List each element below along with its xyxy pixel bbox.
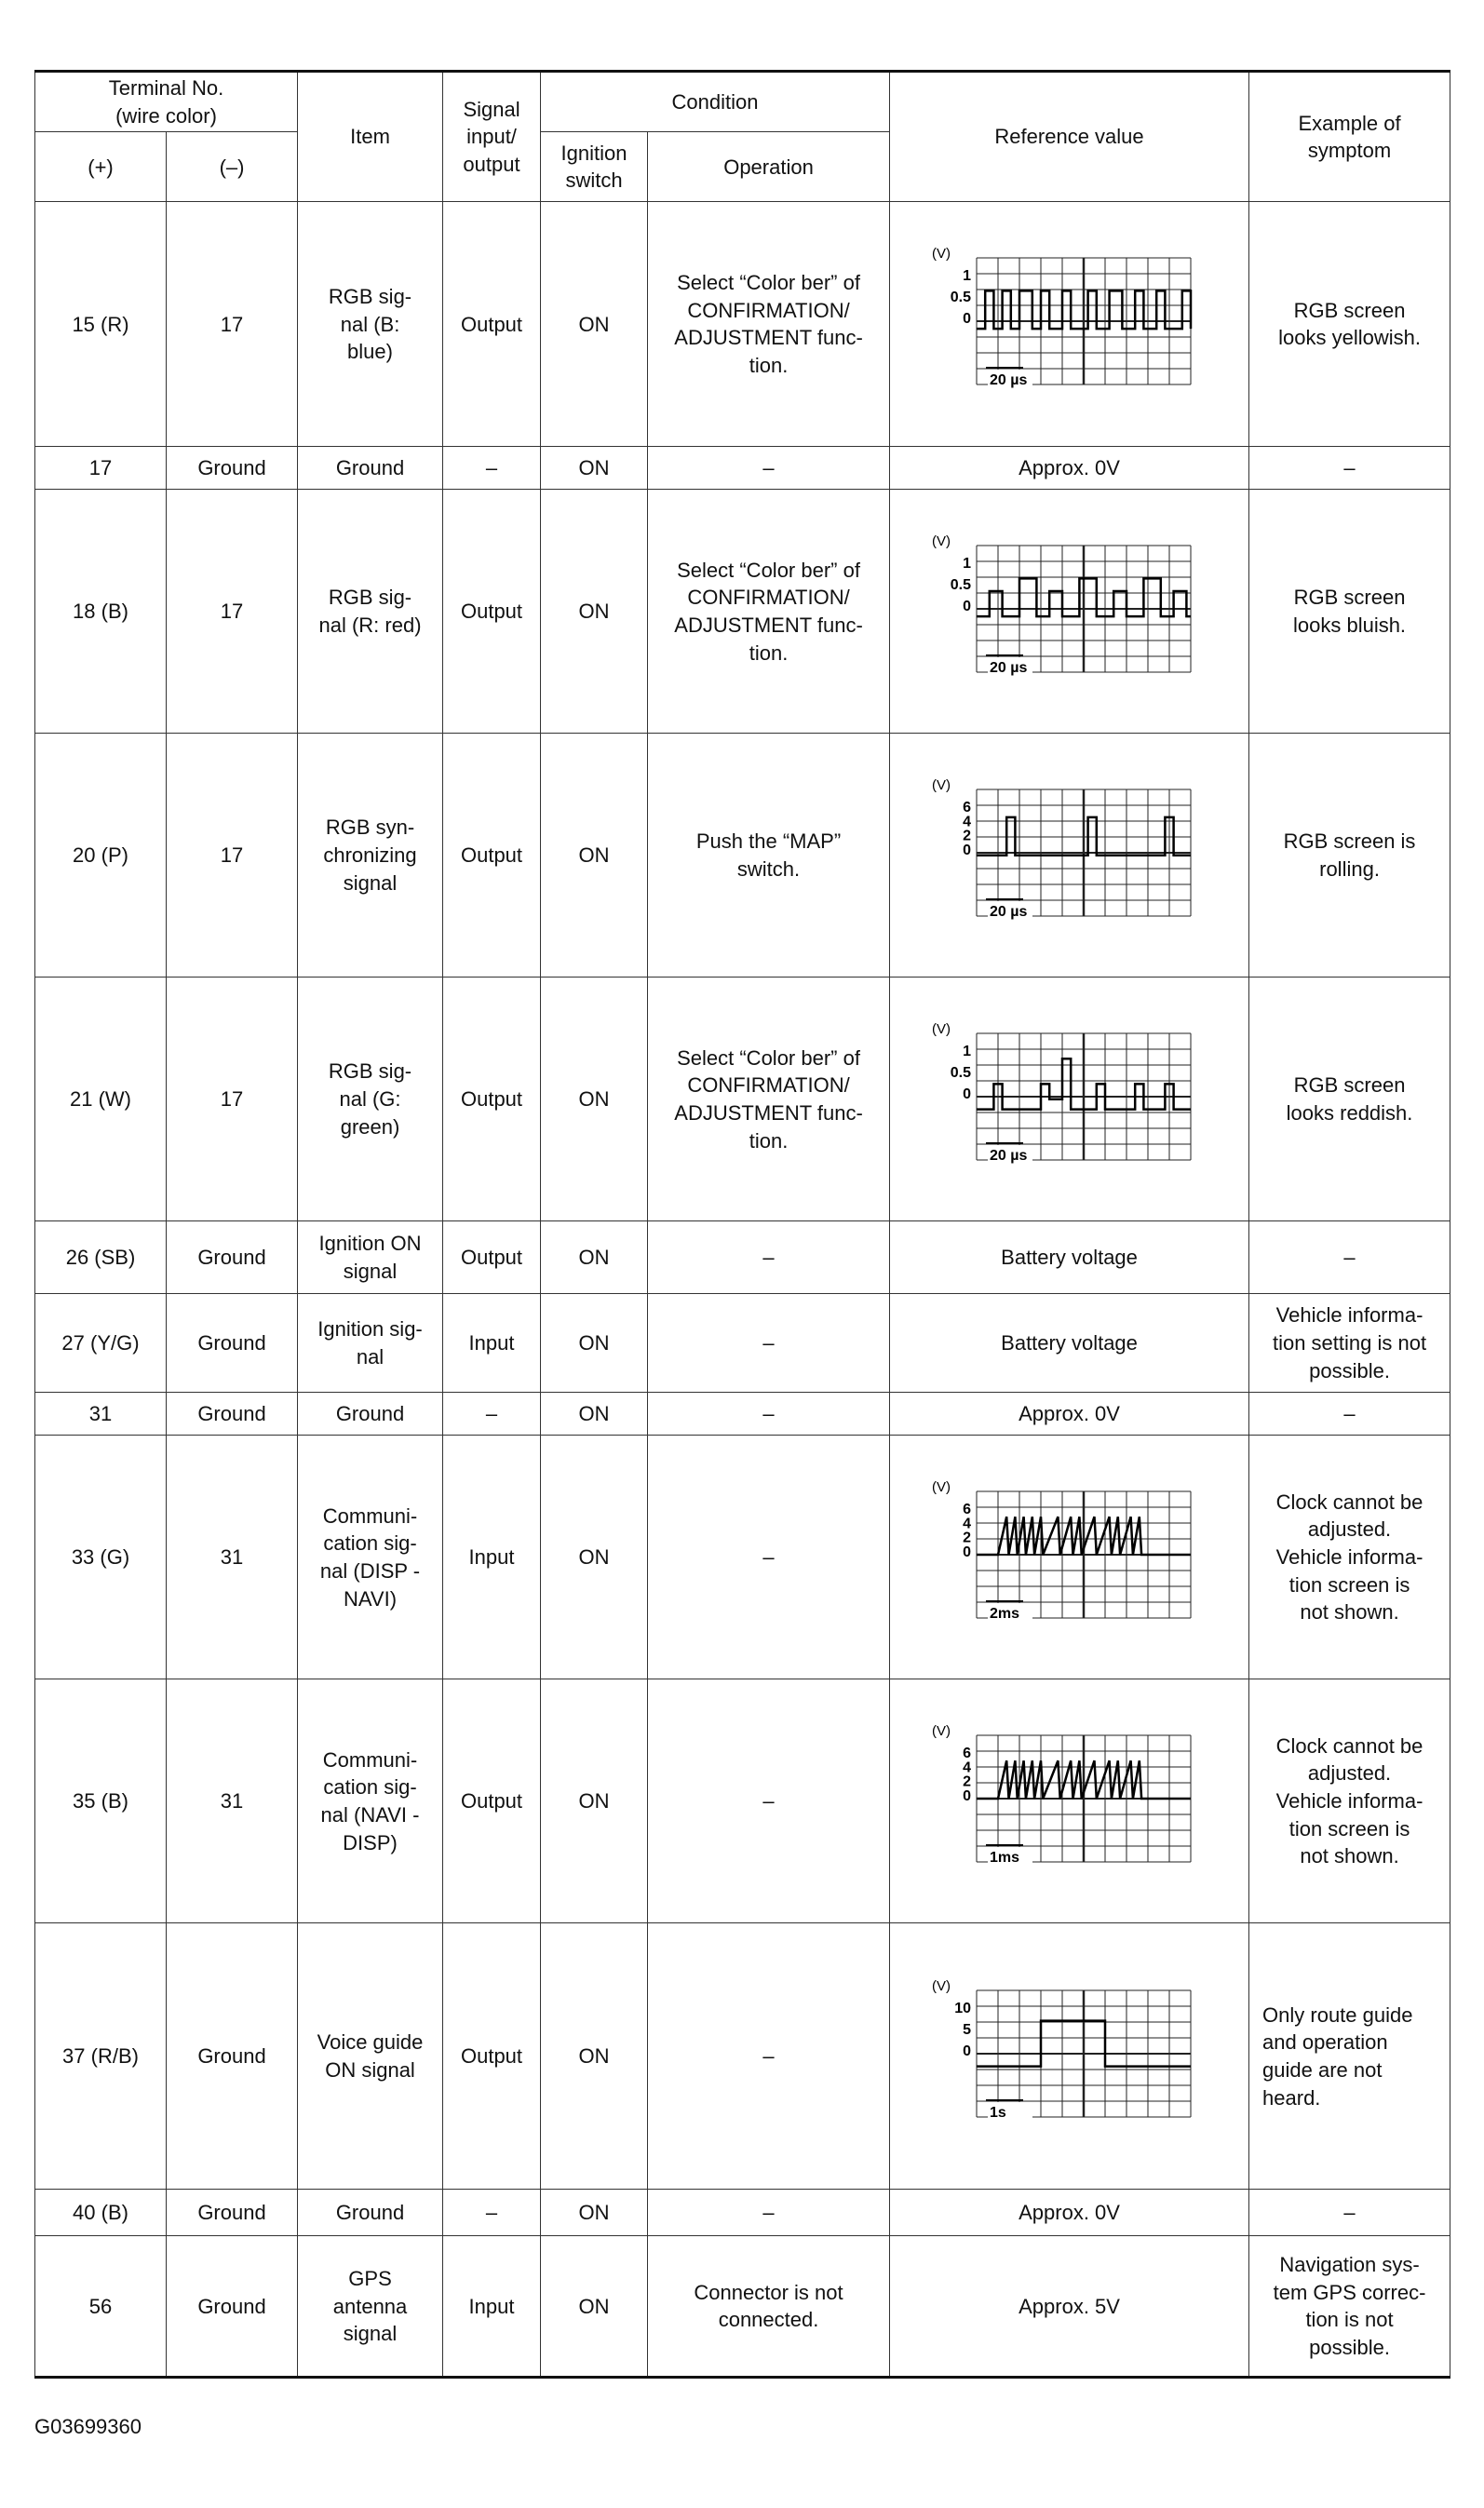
cell-plus: 20 (P) — [35, 734, 167, 978]
cell-symptom: – — [1249, 447, 1450, 490]
cell-symptom: Clock cannot be adjusted. Vehicle informa- tion screen is not shown. — [1249, 1679, 1450, 1923]
cell-io: Input — [443, 2236, 541, 2378]
cell-ref: Approx. 0V — [890, 447, 1249, 490]
cell-minus: Ground — [167, 2236, 298, 2378]
scope-tick-label: 5 — [962, 2021, 971, 2038]
table-row — [35, 1436, 1450, 1679]
table-row — [35, 734, 1450, 978]
scope-tick-label: 0.5 — [950, 1064, 971, 1081]
cell-item: RGB syn- chronizing signal — [298, 734, 443, 978]
cell-minus: 17 — [167, 734, 298, 978]
cell-ref: Battery voltage — [890, 1294, 1249, 1393]
cell-op: – — [648, 1679, 890, 1923]
cell-symptom: RGB screen looks yellowish. — [1249, 202, 1450, 447]
header-reference: Reference value — [890, 72, 1249, 202]
cell-ign: ON — [541, 1221, 648, 1294]
cell-plus: 17 — [35, 447, 167, 490]
cell-symptom: RGB screen looks reddish. — [1249, 978, 1450, 1221]
cell-symptom: – — [1249, 1393, 1450, 1436]
scope-unit: (V) — [931, 1020, 951, 1037]
cell-item: RGB sig- nal (R: red) — [298, 490, 443, 734]
table-body — [35, 202, 1450, 2378]
cell-symptom: – — [1249, 2190, 1450, 2236]
header-signal: Signal input/ output — [443, 72, 541, 202]
cell-op: – — [648, 1393, 890, 1436]
cell-minus: Ground — [167, 1221, 298, 1294]
scope-tick-label: 4 — [962, 814, 971, 830]
scope-tick-label: 0 — [962, 842, 971, 858]
scope-tick-label: 0 — [962, 1085, 971, 1102]
cell-symptom: Clock cannot be adjusted. Vehicle informa- tion screen is not shown. — [1249, 1436, 1450, 1679]
cell-ign: ON — [541, 2236, 648, 2378]
cell-ref — [890, 1436, 1249, 1679]
scope-time-label: 1s — [989, 2104, 1006, 2121]
scope-tick-label: 0 — [962, 311, 971, 328]
header-symptom: Example of symptom — [1249, 72, 1450, 202]
table-row — [35, 1393, 1450, 1436]
cell-minus: Ground — [167, 2190, 298, 2236]
scope-tick-label: 1 — [962, 555, 971, 572]
scope-time-label: 20 µs — [989, 372, 1027, 389]
oscilloscope-waveform — [930, 1722, 1209, 1881]
cell-io: Output — [443, 734, 541, 978]
cell-ign: ON — [541, 2190, 648, 2236]
cell-minus: Ground — [167, 1923, 298, 2190]
cell-ign: ON — [541, 1393, 648, 1436]
scope-tick-label: 0 — [962, 2043, 971, 2059]
cell-plus: 35 (B) — [35, 1679, 167, 1923]
scope-unit: (V) — [931, 1722, 951, 1739]
cell-op: – — [648, 2190, 890, 2236]
scope-tick-label: 10 — [953, 2000, 971, 2016]
cell-plus: 56 — [35, 2236, 167, 2378]
cell-op: – — [648, 1436, 890, 1679]
oscilloscope-waveform — [930, 1977, 1209, 2136]
scope-tick-label: 4 — [962, 1760, 971, 1776]
cell-item: Ignition ON signal — [298, 1221, 443, 1294]
cell-ign: ON — [541, 1294, 648, 1393]
scope-tick-label: 0.5 — [950, 576, 971, 593]
oscilloscope-waveform — [930, 776, 1209, 935]
cell-ign: ON — [541, 1679, 648, 1923]
cell-minus: Ground — [167, 447, 298, 490]
cell-ref — [890, 202, 1249, 447]
cell-symptom: Navigation sys- tem GPS correc- tion is not possible. — [1249, 2236, 1450, 2378]
cell-minus: 31 — [167, 1436, 298, 1679]
cell-ign: ON — [541, 490, 648, 734]
table-row — [35, 447, 1450, 490]
table-row — [35, 1679, 1450, 1923]
scope-tick-label: 2 — [962, 1773, 971, 1790]
cell-item: RGB sig- nal (G: green) — [298, 978, 443, 1221]
cell-op: – — [648, 1294, 890, 1393]
terminal-spec-table — [34, 70, 1450, 2379]
cell-item: RGB sig- nal (B: blue) — [298, 202, 443, 447]
cell-io: – — [443, 1393, 541, 1436]
cell-ref — [890, 978, 1249, 1221]
scope-tick-label: 6 — [962, 1501, 971, 1517]
cell-item: Communi- cation sig- nal (NAVI - DISP) — [298, 1679, 443, 1923]
cell-minus: 17 — [167, 978, 298, 1221]
header-minus: (–) — [167, 132, 298, 202]
cell-plus: 37 (R/B) — [35, 1923, 167, 2190]
cell-op: Push the “MAP” switch. — [648, 734, 890, 978]
cell-io: Output — [443, 1679, 541, 1923]
cell-ref — [890, 1923, 1249, 2190]
cell-item: Ground — [298, 2190, 443, 2236]
cell-op: Connector is not connected. — [648, 2236, 890, 2378]
cell-io: – — [443, 447, 541, 490]
oscilloscope-waveform — [930, 533, 1209, 691]
scope-tick-label: 0 — [962, 1544, 971, 1560]
cell-symptom: Vehicle informa- tion setting is not possible. — [1249, 1294, 1450, 1393]
cell-op: Select “Color ber” of CONFIRMATION/ ADJUSTMENT func- tion. — [648, 978, 890, 1221]
header-plus: (+) — [35, 132, 167, 202]
table-row — [35, 1294, 1450, 1393]
oscilloscope-waveform — [930, 1020, 1209, 1179]
cell-item: GPS antenna signal — [298, 2236, 443, 2378]
header-condition: Condition — [541, 72, 890, 132]
cell-plus: 15 (R) — [35, 202, 167, 447]
cell-ref: Battery voltage — [890, 1221, 1249, 1294]
cell-io: Output — [443, 202, 541, 447]
scope-unit: (V) — [931, 776, 951, 793]
cell-item: Voice guide ON signal — [298, 1923, 443, 2190]
scope-tick-label: 0 — [962, 598, 971, 614]
cell-item: Ground — [298, 447, 443, 490]
cell-symptom: RGB screen is rolling. — [1249, 734, 1450, 978]
header-terminal: Terminal No. (wire color) — [35, 72, 298, 132]
scope-tick-label: 0 — [962, 1787, 971, 1804]
cell-minus: Ground — [167, 1393, 298, 1436]
cell-minus: 31 — [167, 1679, 298, 1923]
table-row — [35, 490, 1450, 734]
cell-io: Output — [443, 1221, 541, 1294]
cell-op: – — [648, 447, 890, 490]
cell-plus: 31 — [35, 1393, 167, 1436]
cell-plus: 33 (G) — [35, 1436, 167, 1679]
cell-item: Ground — [298, 1393, 443, 1436]
scope-tick-label: 1 — [962, 268, 971, 285]
scope-unit: (V) — [931, 533, 951, 549]
cell-symptom: Only route guide and operation guide are not heard. — [1249, 1923, 1450, 2190]
scope-time-label: 20 µs — [989, 1147, 1027, 1164]
cell-plus: 21 (W) — [35, 978, 167, 1221]
cell-io: Output — [443, 978, 541, 1221]
header-item: Item — [298, 72, 443, 202]
scope-tick-label: 1 — [962, 1043, 971, 1059]
cell-symptom: RGB screen looks bluish. — [1249, 490, 1450, 734]
cell-io: Input — [443, 1294, 541, 1393]
cell-ref: Approx. 0V — [890, 1393, 1249, 1436]
scope-tick-label: 6 — [962, 799, 971, 816]
scope-time-label: 2ms — [989, 1605, 1019, 1622]
cell-op: – — [648, 1923, 890, 2190]
cell-symptom: – — [1249, 1221, 1450, 1294]
cell-ref — [890, 1679, 1249, 1923]
cell-op: Select “Color ber” of CONFIRMATION/ ADJUSTMENT func- tion. — [648, 490, 890, 734]
cell-item: Ignition sig- nal — [298, 1294, 443, 1393]
cell-ref: Approx. 0V — [890, 2190, 1249, 2236]
cell-io: Output — [443, 1923, 541, 2190]
cell-minus: 17 — [167, 202, 298, 447]
oscilloscope-waveform — [930, 1478, 1209, 1637]
scope-unit: (V) — [931, 1977, 951, 1994]
scope-tick-label: 6 — [962, 1745, 971, 1761]
cell-minus: Ground — [167, 1294, 298, 1393]
cell-ref — [890, 490, 1249, 734]
cell-minus: 17 — [167, 490, 298, 734]
cell-ign: ON — [541, 1923, 648, 2190]
cell-io: Input — [443, 1436, 541, 1679]
cell-ign: ON — [541, 1436, 648, 1679]
scope-tick-label: 2 — [962, 828, 971, 844]
scope-time-label: 20 µs — [989, 903, 1027, 920]
scope-tick-label: 2 — [962, 1530, 971, 1546]
scope-time-label: 1ms — [989, 1849, 1019, 1866]
cell-ign: ON — [541, 202, 648, 447]
scope-tick-label: 0.5 — [950, 290, 971, 306]
scope-unit: (V) — [931, 1478, 951, 1495]
cell-plus: 18 (B) — [35, 490, 167, 734]
cell-io: Output — [443, 490, 541, 734]
figure-code: G03699360 — [34, 2415, 142, 2438]
cell-op: – — [648, 1221, 890, 1294]
cell-plus: 26 (SB) — [35, 1221, 167, 1294]
table-row — [35, 202, 1450, 447]
cell-plus: 27 (Y/G) — [35, 1294, 167, 1393]
cell-ref — [890, 734, 1249, 978]
cell-io: – — [443, 2190, 541, 2236]
cell-item: Communi- cation sig- nal (DISP - NAVI) — [298, 1436, 443, 1679]
table-row — [35, 1221, 1450, 1294]
scope-tick-label: 4 — [962, 1516, 971, 1532]
cell-ign: ON — [541, 978, 648, 1221]
cell-ign: ON — [541, 734, 648, 978]
oscilloscope-waveform — [930, 245, 1209, 403]
table-row — [35, 2236, 1450, 2378]
cell-plus: 40 (B) — [35, 2190, 167, 2236]
table-row — [35, 1923, 1450, 2190]
table-row — [35, 2190, 1450, 2236]
scope-time-label: 20 µs — [989, 659, 1027, 676]
cell-ref: Approx. 5V — [890, 2236, 1249, 2378]
cell-ign: ON — [541, 447, 648, 490]
cell-op: Select “Color ber” of CONFIRMATION/ ADJUSTMENT func- tion. — [648, 202, 890, 447]
scope-unit: (V) — [931, 246, 951, 263]
table-row — [35, 978, 1450, 1221]
header-operation: Operation — [648, 132, 890, 202]
header-ignition: Ignition switch — [541, 132, 648, 202]
